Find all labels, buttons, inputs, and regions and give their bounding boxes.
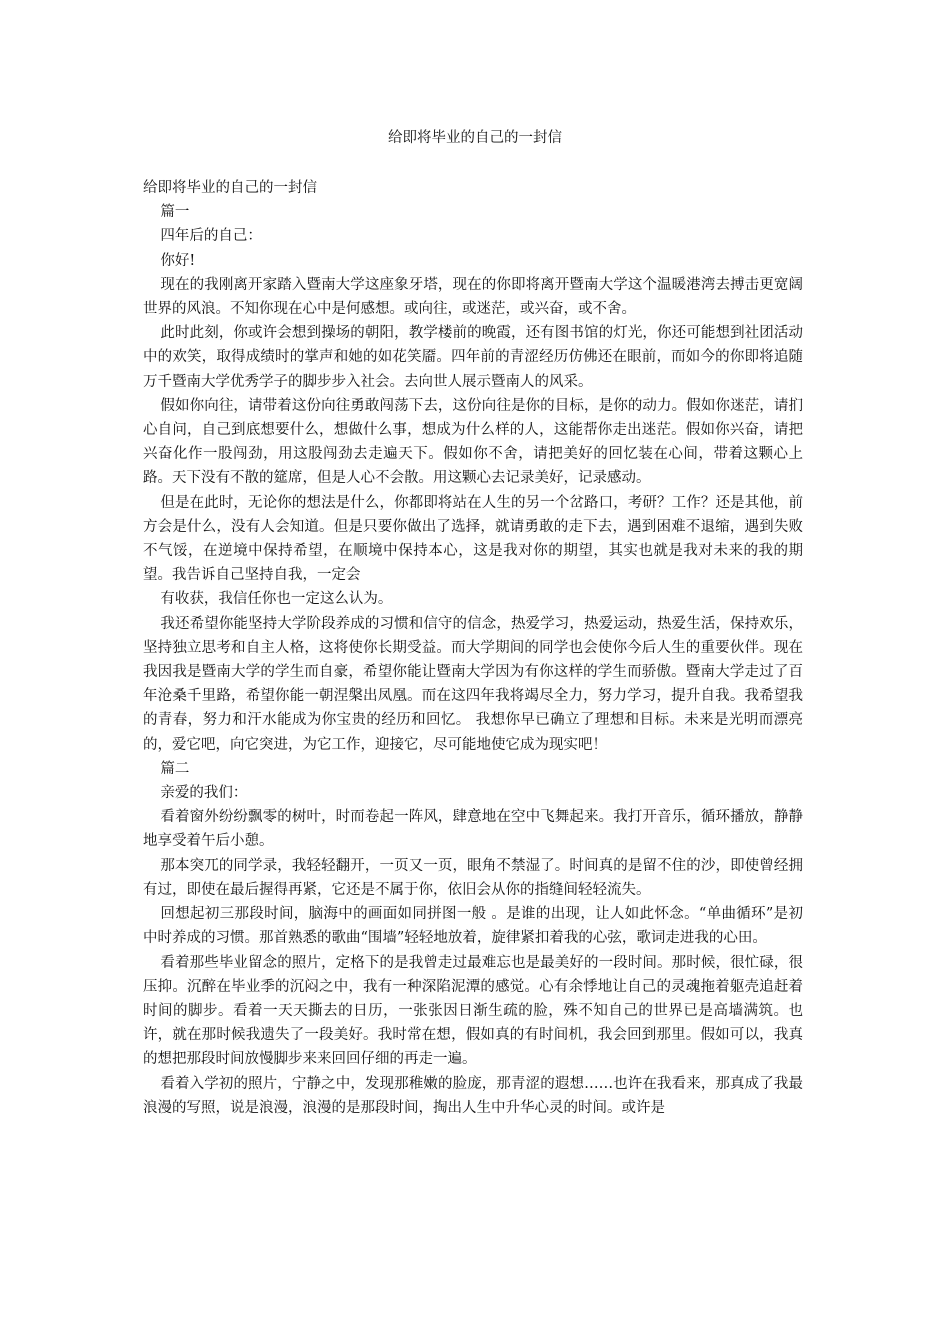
paragraph: 看着入学初的照片，宁静之中，发现那稚嫩的脸庞，那青涩的遐想……也许在我看来，那真成了我最浪漫的写照，说是浪漫，浪漫的是那段时间，掏出人生中升华心灵的时间。或许是 <box>143 1075 803 1116</box>
document-body <box>143 176 803 1120</box>
paragraph: 有收获，我信任你也一定这么认为。 <box>160 591 393 608</box>
paragraph: 篇二 <box>160 760 190 777</box>
paragraph: 假如你向往，请带着这份向往勇敢闯荡下去，这份向往是你的目标，是你的动力。假如你迷茫，请扪心自问，自己到底想要什么，想做什么事，想成为什么样的人，这能帮你走出迷茫。假如你兴奋，请把兴奋化作一股闯劲，用这股闯劲去走遍天下。假如你不舍，请把美好的回忆装在心间，带着这颗心上路。天下没有不散的筵席，但是人心不会散。用这颗心去记录美好，记录感动。 <box>143 397 803 487</box>
paragraph: 回想起初三那段时间，脑海中的画面如同拼图一般 。是谁的出现，让人如此怀念。“单曲循环”是初中时养成的习惯。那首熟悉的歌曲“围墙”轻轻地放着，旋律紧扣着我的心弦，歌词走进我的心田。 <box>143 906 803 947</box>
document-title: 给即将毕业的自己的一封信 <box>388 130 562 146</box>
paragraph: 现在的我刚离开家踏入暨南大学这座象牙塔，现在的你即将离开暨南大学这个温暖港湾去搏击更宽阔世界的风浪。不知你现在心中是何感想。或向往，或迷茫，或兴奋，或不舍。 <box>143 276 803 318</box>
paragraph: 此时此刻，你或许会想到操场的朝阳，教学楼前的晚霞，还有图书馆的灯光，你还可能想到社团活动中的欢笑，取得成绩时的掌声和她的如花笑靥。四年前的青涩经历仿佛还在眼前，而如今的你即将追随万千暨南大学优秀学子的脚步步入社会。去向世人展示暨南人的风采。 <box>143 325 803 390</box>
paragraph: 我还希望你能坚持大学阶段养成的习惯和信守的信念，热爱学习，热爱运动，热爱生活，保持欢乐，坚持独立思考和自主人格，这将使你长期受益。而大学期间的同学也会使你今后人生的重要伙伴。现在我因我是暨南大学的学生而自豪，希望你能让暨南大学因为有你这样的学生而骄傲。暨南大学走过了百年沧桑千里路，希望你能一朝涅槃出凤凰。而在这四年我将竭尽全力，努力学习，提升自我。我希望我的青春，努力和汗水能成为你宝贵的经历和回忆。 我想你早已确立了理想和目标。未来是光明而漂亮的，爱它吧，向它突进，为它工作，迎接它，尽可能地使它成为现实吧！ <box>143 615 803 753</box>
paragraph: 那本突兀的同学录，我轻轻翻开，一页又一页，眼角不禁湿了。时间真的是留不住的沙，即使曾经拥有过，即使在最后握得再紧，它还是不属于你，依旧会从你的指缝间轻轻流失。 <box>143 857 803 898</box>
paragraph: 你好! <box>160 252 196 269</box>
paragraph: 篇一 <box>160 204 190 221</box>
paragraph: 亲爱的我们： <box>160 785 248 802</box>
paragraph: 看着那些毕业留念的照片，定格下的是我曾走过最难忘也是最美好的一段时间。那时候，很忙碌，很压抑。沉醉在毕业季的沉闷之中，我有一种深陷泥潭的感觉。心有余悸地让自己的灵魂拖着躯壳追赶着时间的脚步。看着一天天撕去的日历，一张张因日渐生疏的脸，殊不知自己的世界已是高墙满筑。也许，就在那时候我遗失了一段美好。我时常在想，假如真的有时间机，我会回到那里。假如可以，我真的想把那段时间放慢脚步来来回回仔细的再走一遍。 <box>143 954 803 1068</box>
paragraph: 看着窗外纷纷飘零的树叶，时而卷起一阵风，肆意地在空中飞舞起来。我打开音乐，循环播放，静静地享受着午后小憩。 <box>143 809 803 850</box>
paragraph: 四年后的自己： <box>160 228 262 245</box>
paragraph: 给即将毕业的自己的一封信 <box>143 180 317 196</box>
paragraph: 但是在此时，无论你的想法是什么，你都即将站在人生的另一个岔路口，考研？工作？还是其他，前方会是什么，没有人会知道。但是只要你做出了选择，就请勇敢的走下去，遇到困难不退缩，遇到失败不气馁，在逆境中保持希望，在顺境中保持本心，这是我对你的期望，其实也就是我对未来的我的期望。我告诉自己坚持自我，一定会 <box>143 494 803 584</box>
